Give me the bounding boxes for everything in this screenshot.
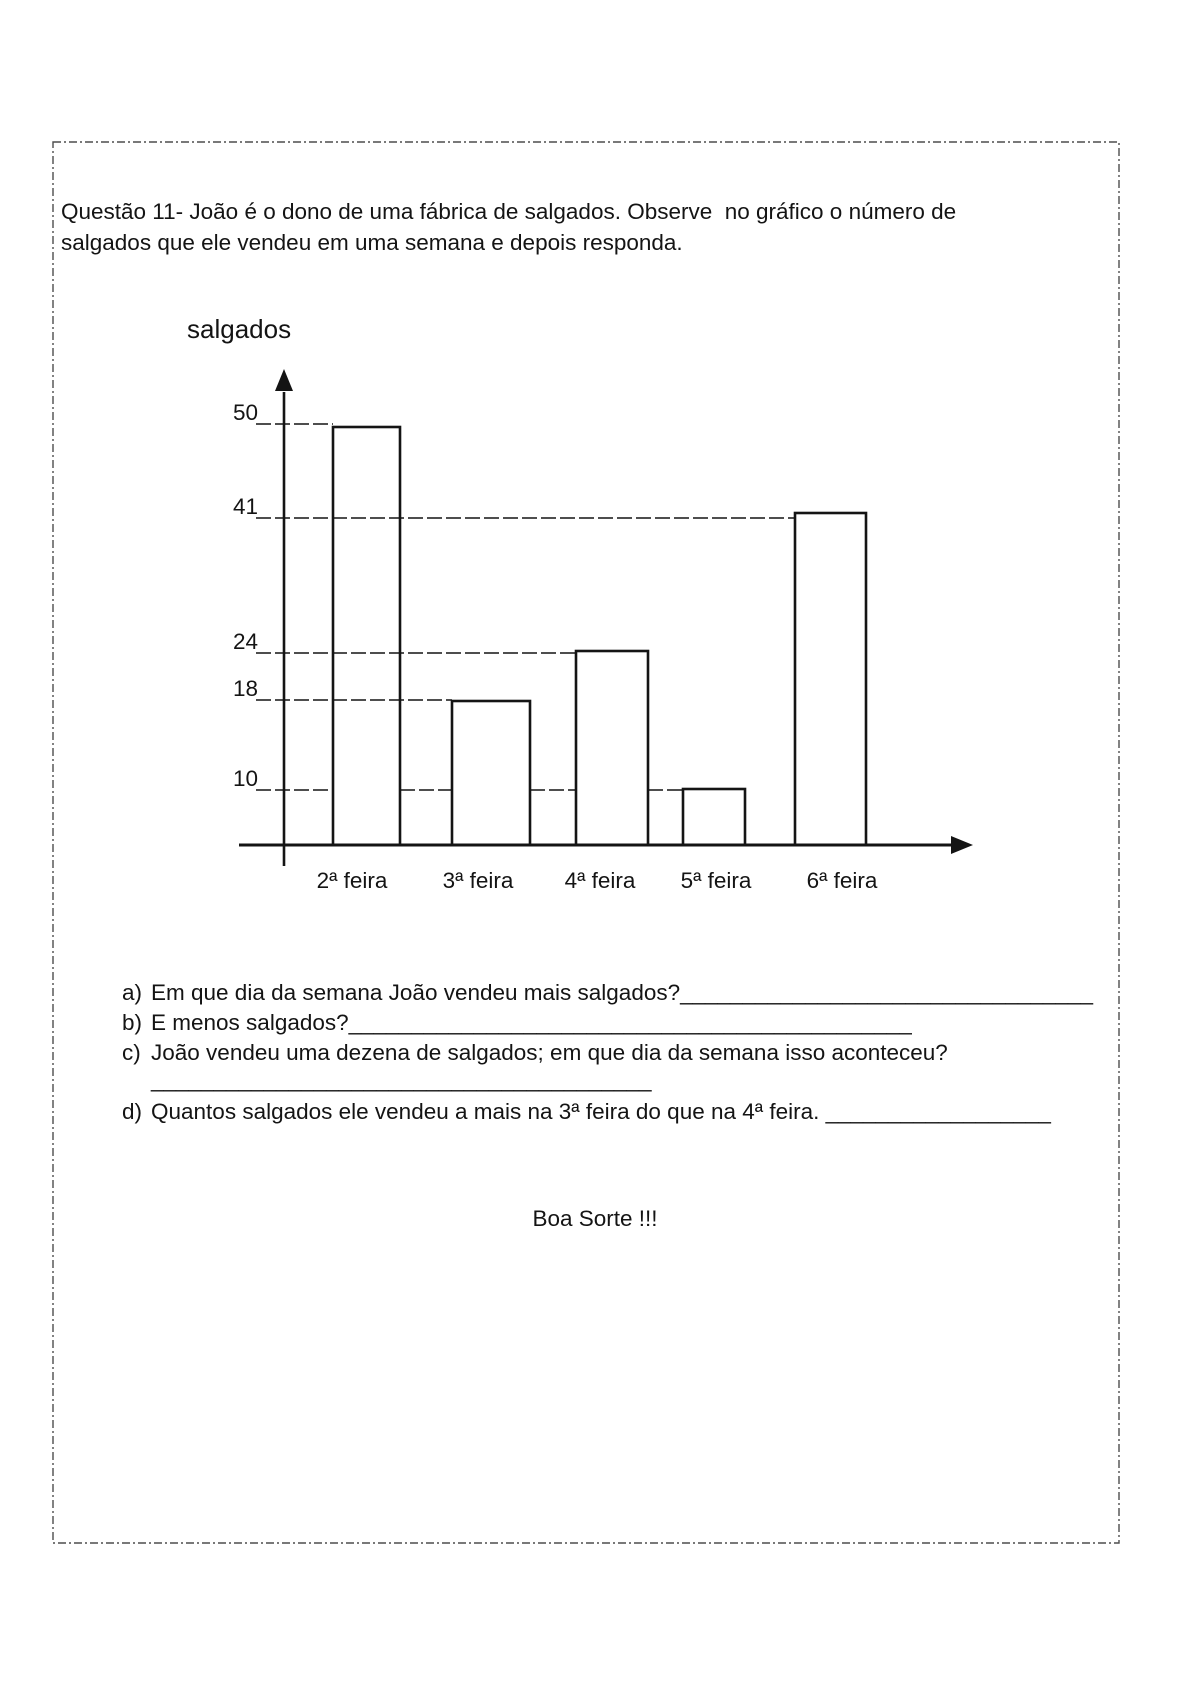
question-c-label: c) [122, 1040, 141, 1065]
question-c-text: João vendeu uma dezena de salgados; em que dia da semana isso aconteceu? [151, 1040, 948, 1065]
category-label-6a-feira: 6ª feira [806, 868, 878, 893]
tick-label-41: 41 [232, 494, 258, 519]
y-axis-title: salgados [187, 314, 292, 344]
tick-label-18: 18 [232, 676, 258, 701]
question-c-answer-line-text: ________________________________________ [151, 1067, 652, 1092]
y-axis-arrowhead [275, 369, 293, 391]
category-label-5a-feira: 5ª feira [680, 868, 752, 893]
tick-label-50: 50 [232, 400, 258, 425]
question-b-text: E menos salgados?_____________________________________________ [151, 1010, 912, 1035]
question-a-label: a) [122, 980, 143, 1005]
question-d [97, 1073, 1051, 1151]
bar-3a-feira [452, 701, 530, 845]
category-label-4a-feira: 4ª feira [564, 868, 636, 893]
question-b-label: b) [122, 1010, 143, 1035]
question-d-label: d) [122, 1099, 143, 1124]
question-statement [61, 196, 956, 258]
tick-label-10: 10 [232, 766, 258, 791]
category-label-3a-feira: 3ª feira [442, 868, 514, 893]
question-statement-line-1: Questão 11- João é o dono de uma fábrica de salgados. Observe no gráfico o número de [61, 199, 957, 224]
question-a-text: Em que dia da semana João vendeu mais salgados?_________________________________ [151, 980, 1094, 1005]
footer-message: Boa Sorte !!! [532, 1206, 658, 1231]
category-label-2a-feira: 2ª feira [316, 868, 388, 893]
question-statement-line-2: salgados que ele vendeu em uma semana e depois responda. [61, 230, 683, 255]
bar-2a-feira [333, 427, 400, 845]
bar-5a-feira [683, 789, 745, 845]
tick-label-24: 24 [232, 629, 258, 654]
x-axis-arrowhead [951, 836, 973, 854]
bar-6a-feira [795, 513, 866, 845]
question-d-text: Quantos salgados ele vendeu a mais na 3ª feira do que na 4ª feira. __________________ [151, 1099, 1051, 1124]
bar-4a-feira [576, 651, 648, 845]
